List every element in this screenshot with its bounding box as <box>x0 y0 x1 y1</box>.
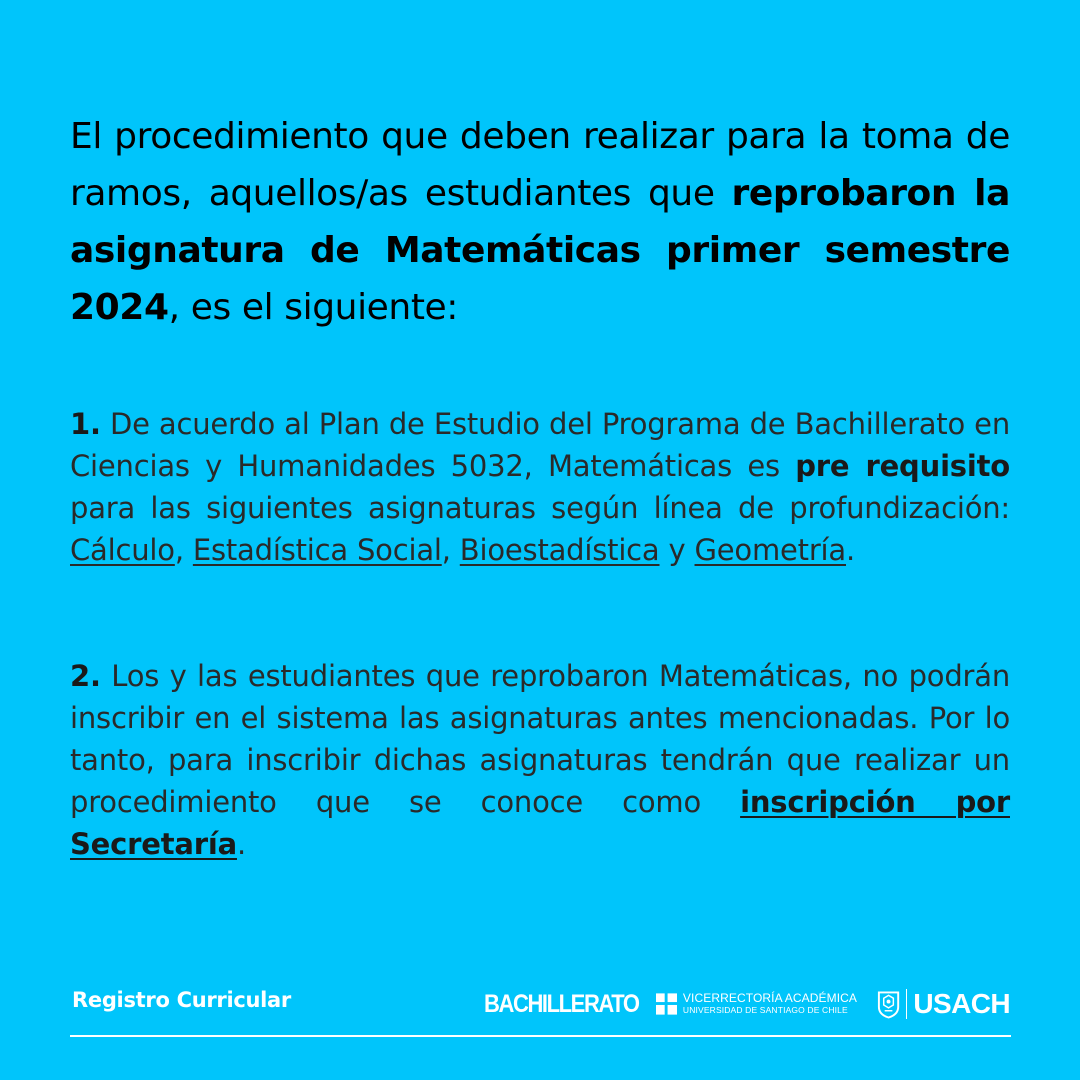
link-bioestadistica[interactable]: Bioestadística <box>459 533 660 567</box>
item-1-paragraph <box>70 403 1010 571</box>
item-2-number: 2. <box>70 659 101 693</box>
bachillerato-mark-icon <box>656 993 677 1015</box>
bachillerato-logo: BACHILLERATO <box>484 989 639 1018</box>
link-geometria[interactable]: Geometría <box>694 533 846 567</box>
link-calculo[interactable]: Cálculo <box>70 533 175 567</box>
intro-part2: , es el siguiente: <box>168 287 459 328</box>
separator: , <box>441 533 460 567</box>
vicerrectoria-text: VICERRECTORÍA ACADÉMICA <box>682 991 858 1005</box>
logo-divider <box>906 989 908 1019</box>
prerequisite-bold: pre requisito <box>795 449 1010 483</box>
intro-part1: El procedimiento que deben realizar para la toma de ramos, aquellos/as estudiantes que <box>70 116 1010 214</box>
footer-logos <box>484 986 1010 1022</box>
universidad-text: UNIVERSIDAD DE SANTIAGO DE CHILE <box>682 1005 848 1015</box>
item-1-number: 1. <box>70 407 101 441</box>
footer-label: Registro Curricular <box>72 988 291 1012</box>
link-estadistica-social[interactable]: Estadística Social <box>192 533 442 567</box>
intro-text <box>70 108 1010 336</box>
link-inscripcion-secretaria[interactable]: inscripción por Secretaría <box>70 785 1010 861</box>
item-2-text-a: Los y las estudiantes que reprobaron Matemáticas, no podrán inscribir en el sistema las asignaturas antes mencionadas. Por lo tanto, para inscribir dichas asignaturas tendrán que realizar un procedimiento que se conoce como <box>70 659 1010 819</box>
vicerrectoria-logo <box>683 992 861 1016</box>
item-1-text-b: para las siguientes asignaturas según línea de profundización: <box>70 491 1010 525</box>
separator: , <box>174 533 193 567</box>
usach-logo: USACH <box>913 988 1010 1019</box>
period: . <box>846 533 856 567</box>
item-1-text-a: De acuerdo al Plan de Estudio del Programa de Bachillerato en Ciencias y Humanidades 5032, Matemáticas es <box>70 407 1010 483</box>
item-2-paragraph <box>70 655 1010 865</box>
intro-bold: reprobaron la asignatura de Matemáticas primer semestre 2024 <box>70 173 1010 328</box>
footer-divider <box>70 1035 1011 1037</box>
separator: y <box>659 533 695 567</box>
period: . <box>236 827 246 861</box>
usach-seal-icon <box>876 989 901 1019</box>
